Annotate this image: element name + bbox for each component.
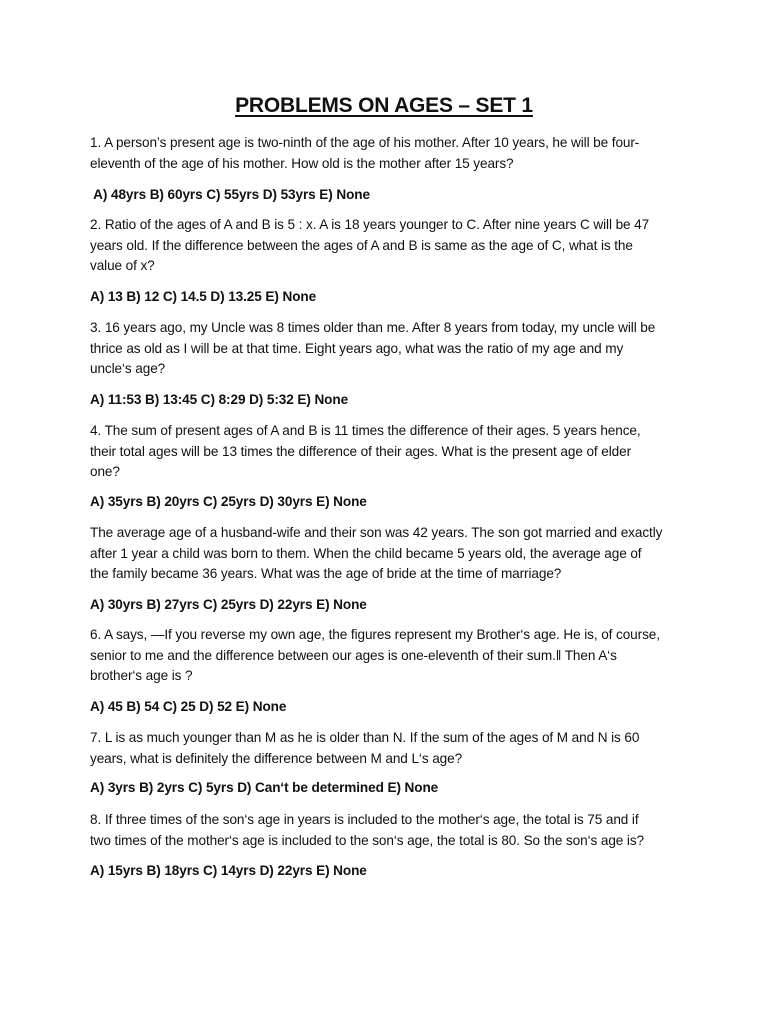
- problem-line: one?: [90, 464, 120, 479]
- problem-5-text: [90, 523, 690, 585]
- problem-7-options: A) 3yrs B) 2yrs C) 5yrs D) Can‘t be determined E) None: [90, 780, 439, 795]
- problem-3-text: [90, 318, 690, 380]
- problem-line: value of x?: [90, 258, 155, 273]
- problem-4-text: [90, 421, 690, 483]
- problem-line: 8. If three times of the son‘s age in years is included to the mother‘s age, the total is 75 and if: [90, 812, 639, 827]
- problem-line: uncle‘s age?: [90, 361, 166, 376]
- problem-2-options: A) 13 B) 12 C) 14.5 D) 13.25 E) None: [90, 289, 317, 304]
- problem-line: 1. A person’s present age is two-ninth of the age of his mother. After 10 years, he will be four-: [90, 135, 640, 150]
- problem-line: brother‘s age is ?: [90, 668, 193, 683]
- problem-line: the family became 36 years. What was the age of bride at the time of marriage?: [90, 566, 562, 581]
- problem-line: 7. L is as much younger than M as he is older than N. If the sum of the ages of M and N is 60: [90, 730, 640, 745]
- problem-line: two times of the mother‘s age is included to the son‘s age, the total is 80. So the son‘s age is?: [90, 832, 645, 848]
- problem-line: senior to me and the difference between our ages is one-eleventh of their sum.‖ Then A‘s: [90, 647, 617, 663]
- problem-2-text: [90, 215, 690, 277]
- problem-line: 6. A says, ―If you reverse my own age, the figures represent my Brother‘s age. He is, of course,: [90, 627, 660, 642]
- problem-4-options: A) 35yrs B) 20yrs C) 25yrs D) 30yrs E) None: [90, 494, 367, 509]
- problem-8-options: A) 15yrs B) 18yrs C) 14yrs D) 22yrs E) None: [90, 863, 367, 878]
- problem-line: years old. If the difference between the ages of A and B is same as the age of C, what is the: [90, 237, 633, 253]
- problem-6-text: [90, 625, 690, 687]
- problem-line: 2. Ratio of the ages of A and B is 5 : x. A is 18 years younger to C. After nine years C will be 47: [90, 217, 650, 232]
- problem-line: eleventh of the age of his mother. How old is the mother after 15 years?: [90, 155, 514, 171]
- problem-line: years, what is definitely the difference between M and L‘s age?: [90, 750, 463, 766]
- problem-8-text: [90, 810, 690, 851]
- problem-line: 4. The sum of present ages of A and B is 11 times the difference of their ages. 5 years hence,: [90, 423, 641, 438]
- problem-6-options: A) 45 B) 54 C) 25 D) 52 E) None: [90, 699, 287, 714]
- problem-7-text: [90, 728, 690, 769]
- page-title: PROBLEMS ON AGES – SET 1: [235, 94, 533, 117]
- problem-line: The average age of a husband-wife and their son was 42 years. The son got married and exactly: [90, 525, 663, 540]
- problem-5-options: A) 30yrs B) 27yrs C) 25yrs D) 22yrs E) None: [90, 597, 367, 612]
- problem-1-options: A) 48yrs B) 60yrs C) 55yrs D) 53yrs E) None: [90, 187, 370, 202]
- problem-line: 3. 16 years ago, my Uncle was 8 times older than me. After 8 years from today, my uncle will be: [90, 320, 656, 335]
- problem-line: their total ages will be 13 times the difference of their ages. What is the present age of elder: [90, 443, 632, 459]
- problem-3-options: A) 11:53 B) 13:45 C) 8:29 D) 5:32 E) None: [90, 392, 349, 407]
- problem-1-text: [90, 133, 690, 174]
- problem-line: thrice as old as I will be at that time. Eight years ago, what was the ratio of my age and my: [90, 340, 624, 356]
- problem-line: after 1 year a child was born to them. When the child became 5 years old, the average age of: [90, 545, 642, 561]
